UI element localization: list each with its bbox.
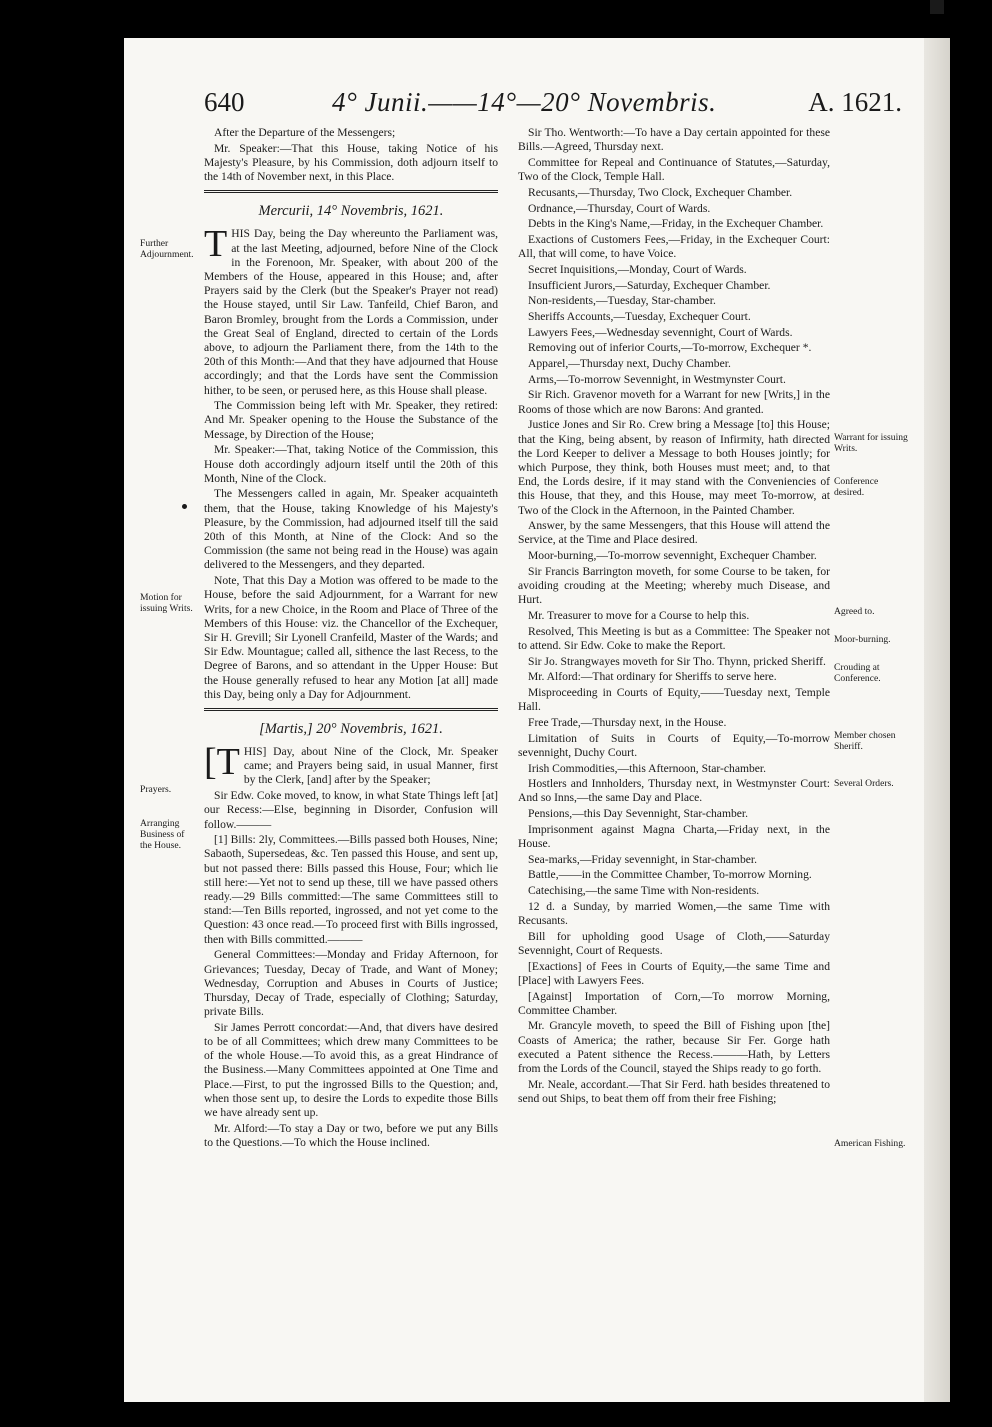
paragraph: Secret Inquisitions,—Monday, Court of Wards. xyxy=(528,262,747,276)
paragraph: Sir Rich. Gravenor moveth for a Warrant for new [Writs,] in the Rooms of those which are now Barons: And granted. xyxy=(518,388,830,416)
paragraph: Misproceeding in Courts of Equity,——Tuesday next, Temple Hall. xyxy=(518,686,830,714)
paragraph: Mr. Speaker:—That this House, taking Notice of his Majesty's Pleasure, by his Commission, doth adjourn itself to the 14th of November next, in this Place. xyxy=(204,141,498,184)
drop-cap: [T xyxy=(204,741,240,784)
margin-note-prayers: Prayers. xyxy=(140,784,172,795)
section-date: Mercurii, 14° Novembris, 1621. xyxy=(258,203,444,220)
paragraph: Mr. Alford:—To stay a Day or two, before we put any Bills to the Questions.—To which the House inclined. xyxy=(204,1121,498,1149)
paragraph: Moor-burning,—To-morrow sevennight, Exchequer Chamber. xyxy=(528,549,817,563)
left-column xyxy=(204,126,498,1152)
paragraph: [Exactions] of Fees in Courts of Equity,—the same Time and [Place] with Lawyers Fees. xyxy=(518,959,830,987)
paragraph: Sheriffs Accounts,—Tuesday, Exchequer Court. xyxy=(528,309,751,323)
edge-mark xyxy=(930,0,944,14)
paragraph: Ordnance,—Thursday, Court of Wards. xyxy=(528,201,711,215)
paragraph: Mr. Neale, accordant.—That Sir Ferd. hath besides threatened to send out Ships, to beat them off from their free Fishing; xyxy=(518,1077,830,1105)
paragraph: Apparel,—Thursday next, Duchy Chamber. xyxy=(528,357,731,371)
page-edge xyxy=(924,38,950,1402)
paragraph: Battle,——in the Committee Chamber, To-morrow Morning. xyxy=(528,868,812,882)
paragraph: Limitation of Suits in Courts of Equity,—To-morrow sevennight, Duchy Court. xyxy=(518,731,830,759)
paragraph: Mr. Treasurer to move for a Course to help this. xyxy=(528,609,750,622)
paragraph: Pensions,—this Day Sevennight, Star-chamber. xyxy=(528,807,749,821)
paragraph: Mr. Grancyle moveth, to speed the Bill of Fishing upon [the] Coasts of America; the rather, because Sir Fer. Gorge hath executed a Patent sithence the Recess.———Hath, by Letters from the Lords of the Council, stayed the Ships ready to go forth. xyxy=(518,1019,830,1076)
paragraph: Exactions of Customers Fees,—Friday, in the Exchequer Court: All, that will come, to have Voice. xyxy=(518,232,830,261)
paragraph: THIS Day, being the Day whereunto the Parliament was, at the last Meeting, adjourned, before Nine of the Clock in the Forenoon, Mr. Speaker, with about 200 of the Members of the House, appeared in this House; and, after Prayers said by the Clerk (but the Speaker's Prayer not read) the House stayed, until Sir Law. Tanfeild, Chief Baron, and Baron Bromley, brought from the Lords a Commission, under the Great Seal of England, directed to certain of the Lords above, to adjourn the Parliament there, from the 14th to the 20th of this Month:—And that they have adjourned that House accordingly; and that the Lords have sent the Commission hither, to be seen, or perused here, as this House shall please. xyxy=(204,223,498,397)
paragraph: Sir Edw. Coke moved, to know, in what State Things left [at] our Recess:—Else, beginning in Disorder, Confusion will follow.——— xyxy=(204,789,498,831)
year: A. 1621. xyxy=(808,87,902,117)
paragraph: Irish Commodities,—this Afternoon, Star-chamber. xyxy=(528,761,767,775)
paragraph: 12 d. a Sunday, by married Women,—the same Time with Recusants. xyxy=(518,899,830,928)
paragraph: [1] Bills: 2ly, Committees.—Bills passed both Houses, Nine; Sabaoth, Supersedeas, &c. Ten passed this House, and sent up, but not passed there: Bills passed this House, Four; which lie still here:—Yet not to send up these, till we have passed others ready.—29 Bills committed:—The same Committees still to stand:—Ten Bills reported, ingrossed, and not yet come to the Question: 43 once read.—To proceed first with Bills ingrossed, then with Bills committed.——— xyxy=(204,833,498,946)
section-rule xyxy=(204,708,498,711)
paragraph: Insufficient Jurors,—Saturday, Exchequer Chamber. xyxy=(528,278,771,292)
paragraph: The Messengers called in again, Mr. Speaker acquainteth them, that the House, taking Knowledge of his Majesty's Pleasure, by the Commission, had adjourned itself till the said 20th of this Month, at Nine of the Clock: And so the Commission (the same not being read in the House) was again delivered to the Messengers, and they departed. xyxy=(204,487,498,572)
paragraph: Answer, by the same Messengers, that this House will attend the Service, at the Time and Place desired. xyxy=(518,519,830,547)
paragraph: Sir Francis Barrington moveth, for some Course to be taken, for avoiding crouding at the Meeting; whereby much Disease, and Hurt. xyxy=(518,564,830,607)
paragraph: Free Trade,—Thursday next, in the House. xyxy=(528,715,727,729)
margin-note-warrant-writs: Warrant for issuing Writs. xyxy=(834,432,908,454)
paragraph: [THIS] Day, about Nine of the Clock, Mr. Speaker came; and Prayers being said, in usual Manner, first by the Clerk, [and] after by the Speaker; xyxy=(204,741,498,787)
paragraph: Committee for Repeal and Continuance of Statutes,—Saturday, Two of the Clock, Temple Hall. xyxy=(518,155,830,184)
paragraph: Recusants,—Thursday, Two Clock, Exchequer Chamber. xyxy=(528,185,793,199)
margin-note-motion-writs: Motion for issuing Writs. xyxy=(140,592,193,614)
margin-note-further-adjournment: Further Adjournment. xyxy=(140,238,194,260)
paragraph: Non-residents,—Tuesday, Star-chamber. xyxy=(528,294,716,308)
margin-note-crouding: Crouding at Conference. xyxy=(834,662,881,684)
paragraph: Note, That this Day a Motion was offered to be made to the House, before the said Adjournment, for a Warrant for new Writs, for a new Choice, in the Room and Place of Three of the Members of this House: viz. the Chancellor of the Exchequer, Sir H. Grevill; Sir Lyonell Cranfeild, Master of the Wards; and Sir Edw. Mountague; called all, sithence the last Recess, to the Degree of Barons, and so attendant in the Upper House: But the House generally refused to hear any Motion [at all] made this Day, being only a Day for Adjournment. xyxy=(204,574,498,701)
paragraph: Lawyers Fees,—Wednesday sevennight, Court of Wards. xyxy=(528,325,793,339)
paragraph: Debts in the King's Name,—Friday, in the Exchequer Chamber. xyxy=(528,217,824,231)
right-column xyxy=(518,126,830,1108)
margin-note-several-orders: Several Orders. xyxy=(834,778,894,789)
paragraph: Sea-marks,—Friday sevennight, in Star-chamber. xyxy=(528,852,758,866)
ink-dot xyxy=(182,504,187,509)
paragraph: Hostlers and Innholders, Thursday next, in Westmynster Court: And so Inns,—the same Day and Place. xyxy=(518,777,830,805)
running-header xyxy=(204,86,902,118)
margin-note-arranging-business: Arranging Business of the House. xyxy=(140,818,185,851)
journal-page xyxy=(124,38,950,1402)
paragraph: Sir James Perrott concordat:—And, that divers have desired to be of all Committees; which drew many Committees to be of the whole House.—To avoid this, as a great Hindrance of the Business.—Many Committees appointed at One Time and Place.—First, to put the ingrossed Bills to the Question; and, when those sent up, to desire the Lords to expedite those Bills we have already sent up. xyxy=(204,1020,498,1120)
paragraph: Sir Jo. Strangwayes moveth for Sir Tho. Thynn, pricked Sheriff. xyxy=(528,654,826,668)
paragraph: Catechising,—the same Time with Non-residents. xyxy=(528,884,760,898)
paragraph: Imprisonment against Magna Charta,—Friday next, in the House. xyxy=(518,822,830,851)
paragraph: Arms,—To-morrow Sevennight, in Westmynster Court. xyxy=(528,372,786,386)
margin-note-moor-burning: Moor-burning. xyxy=(834,634,891,645)
paragraph: Mr. Speaker:—That, taking Notice of the Commission, this House doth accordingly adjourn itself until the 20th of this Month, Nine of the Clock. xyxy=(204,443,498,485)
paragraph: [Against] Importation of Corn,—To morrow Morning, Committee Chamber. xyxy=(518,989,830,1017)
margin-note-conference-desired: Conference desired. xyxy=(834,476,879,498)
page-number: 640 xyxy=(204,87,245,117)
paragraph: After the Departure of the Messengers; xyxy=(214,126,396,139)
margin-note-american-fishing: American Fishing. xyxy=(834,1138,906,1149)
paragraph: Sir Tho. Wentworth:—To have a Day certain appointed for these Bills.—Agreed, Thursday next. xyxy=(518,126,830,154)
paragraph: Bill for upholding good Usage of Cloth,——Saturday Sevennight, Court of Requests. xyxy=(518,929,830,957)
paragraph: General Committees:—Monday and Friday Afternoon, for Grievances; Tuesday, Decay of Trade, and Want of Money; Wednesday, Corruption and Abuses in Courts of Justice; Thursday, Decay of Trade, especially of Clothing; Saturday, private Bills. xyxy=(204,948,498,1019)
section-date: [Martis,] 20° Novembris, 1621. xyxy=(259,721,443,738)
paragraph: Mr. Alford:—That ordinary for Sheriffs to serve here. xyxy=(528,670,777,684)
date-range: 4° Junii.——14°—20° Novembris. xyxy=(332,87,717,117)
paragraph: The Commission being left with Mr. Speaker, they retired: And Mr. Speaker opening to the House the Substance of the Message, by Direction of the House; xyxy=(204,399,498,441)
paragraph: Resolved, This Meeting is but as a Committee: The Speaker not to attend. Sir Edw. Coke to make the Report. xyxy=(518,624,830,652)
margin-note-member-sheriff: Member chosen Sheriff. xyxy=(834,730,896,752)
paragraph: Justice Jones and Sir Ro. Crew bring a Message [to] this House; that the King, being absent, by reason of Infirmity, hath directed the Lord Keeper to deliver a Message to both Houses jointly; for which Purpose, they think, both Houses must meet; and, to that End, the Lords desire, if it may stand with the Conveniencies of this House, that they, and this House, may meet To-morrow, at Two of the Clock in the Afternoon, in the Painted Chamber. xyxy=(518,418,830,517)
margin-note-agreed-to: Agreed to. xyxy=(834,606,875,617)
paragraph: Removing out of inferior Courts,—To-morrow, Exchequer *. xyxy=(528,341,812,355)
section-rule xyxy=(204,190,498,193)
drop-cap: T xyxy=(204,223,228,266)
